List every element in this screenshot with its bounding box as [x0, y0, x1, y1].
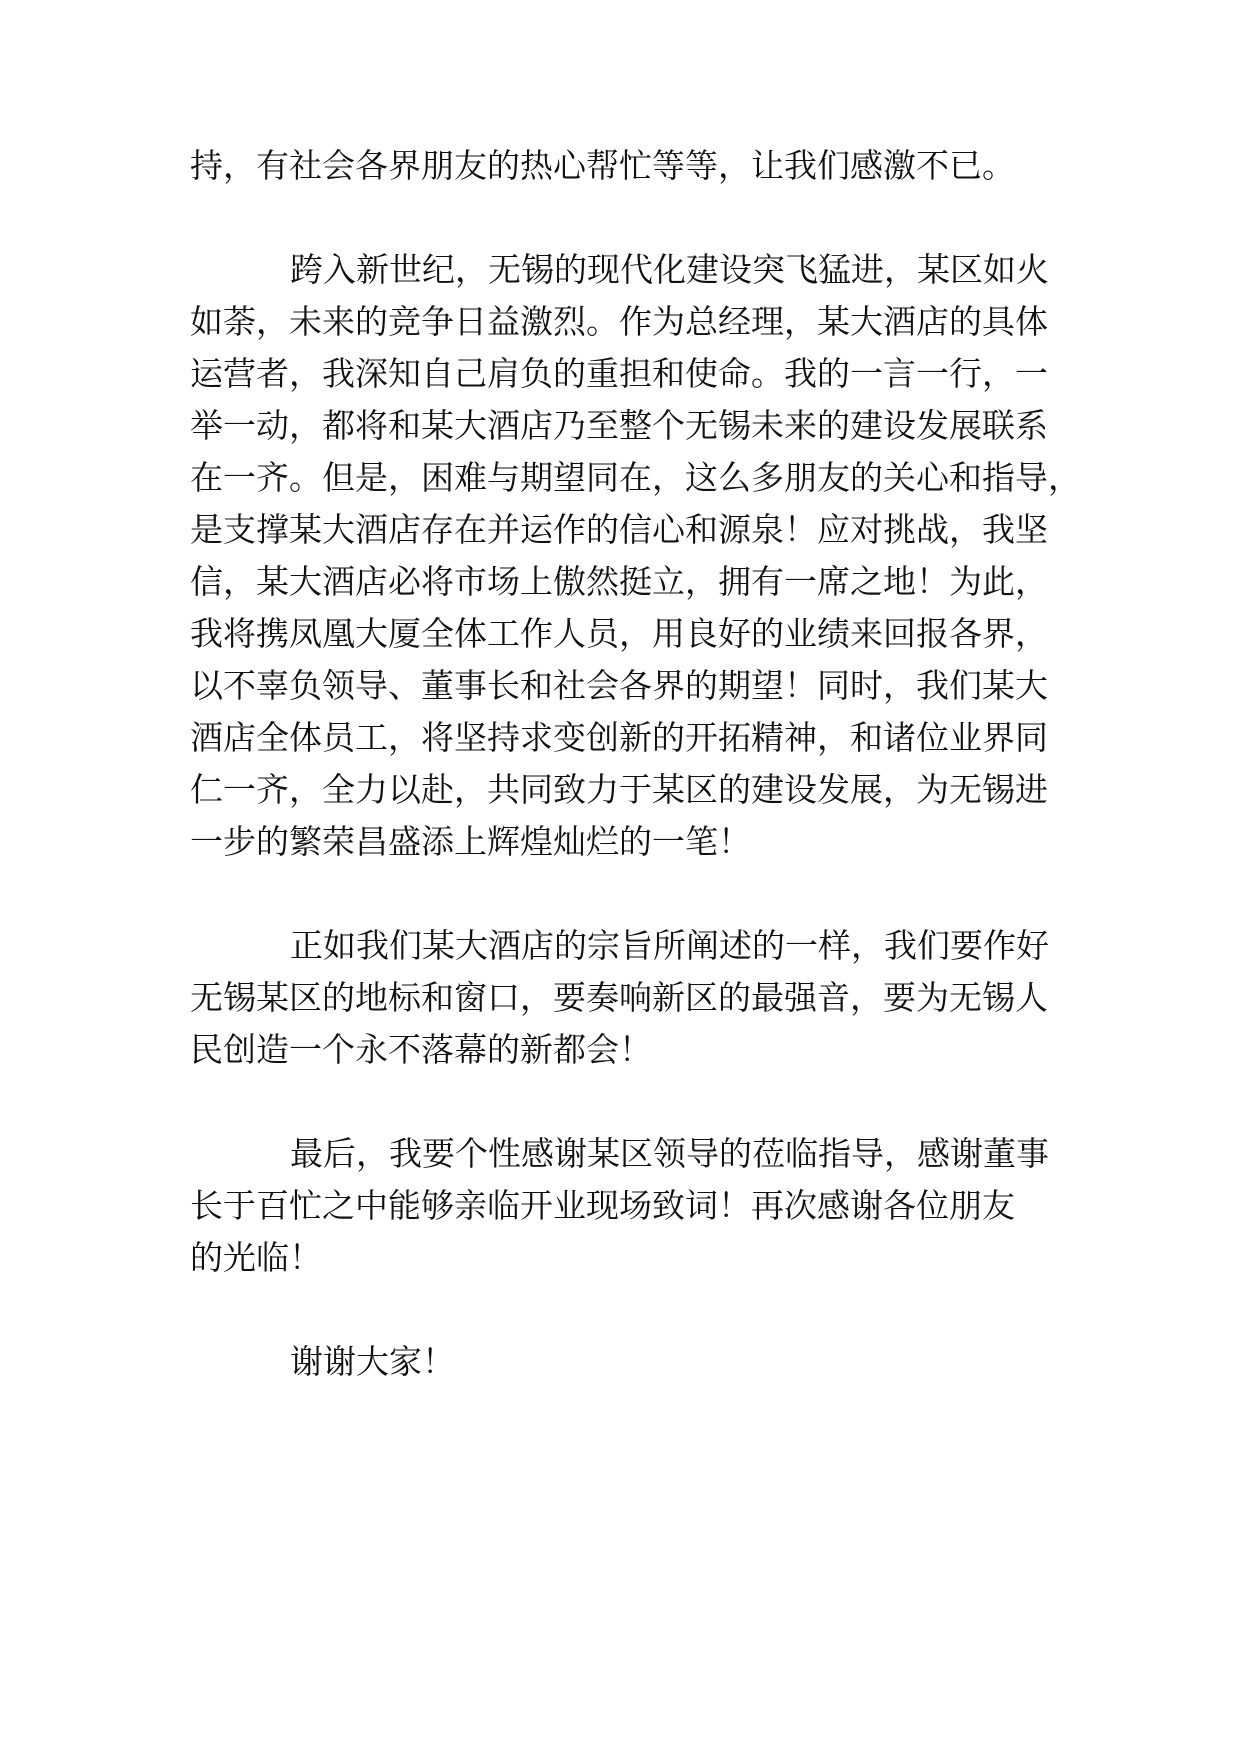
text-line: 正如我们某大酒店的宗旨所阐述的一样，我们要作好 [290, 926, 1049, 965]
text-line: 长于百忙之中能够亲临开业现场致词！再次感谢各位朋友 [190, 1186, 1015, 1225]
text-line: 我将携凤凰大厦全体工作人员，用良好的业绩来回报各界， [190, 614, 1048, 653]
text-line: 一步的繁荣昌盛添上辉煌灿烂的一笔！ [190, 822, 751, 861]
text-line: 仁一齐，全力以赴，共同致力于某区的建设发展，为无锡进 [190, 770, 1048, 809]
text-line: 持，有社会各界朋友的热心帮忙等等，让我们感激不已。 [190, 146, 1015, 185]
text-line: 跨入新世纪，无锡的现代化建设突飞猛进，某区如火 [290, 250, 1049, 289]
text-line: 是支撑某大酒店存在并运作的信心和源泉！应对挑战，我坚 [190, 510, 1048, 549]
text-line: 酒店全体员工，将坚持求变创新的开拓精神，和诸位业界同 [190, 718, 1048, 757]
text-line: 如荼，未来的竞争日益激烈。作为总经理，某大酒店的具体 [190, 302, 1048, 341]
text-line: 民创造一个永不落幕的新都会！ [190, 1030, 652, 1069]
text-line: 以不辜负领导、董事长和社会各界的期望！同时，我们某大 [190, 666, 1048, 705]
text-line: 无锡某区的地标和窗口，要奏响新区的最强音，要为无锡人 [190, 978, 1048, 1017]
text-line: 举一动，都将和某大酒店乃至整个无锡未来的建设发展联系 [190, 406, 1048, 445]
text-line: 谢谢大家！ [290, 1342, 455, 1381]
text-line: 信，某大酒店必将市场上傲然挺立，拥有一席之地！为此， [190, 562, 1048, 601]
text-line: 在一齐。但是，困难与期望同在，这么多朋友的关心和指导， [190, 458, 1081, 497]
text-line: 运营者，我深知自己肩负的重担和使命。我的一言一行，一 [190, 354, 1048, 393]
text-line: 最后，我要个性感谢某区领导的莅临指导，感谢董事 [290, 1134, 1049, 1173]
text-line: 的光临！ [190, 1238, 322, 1277]
